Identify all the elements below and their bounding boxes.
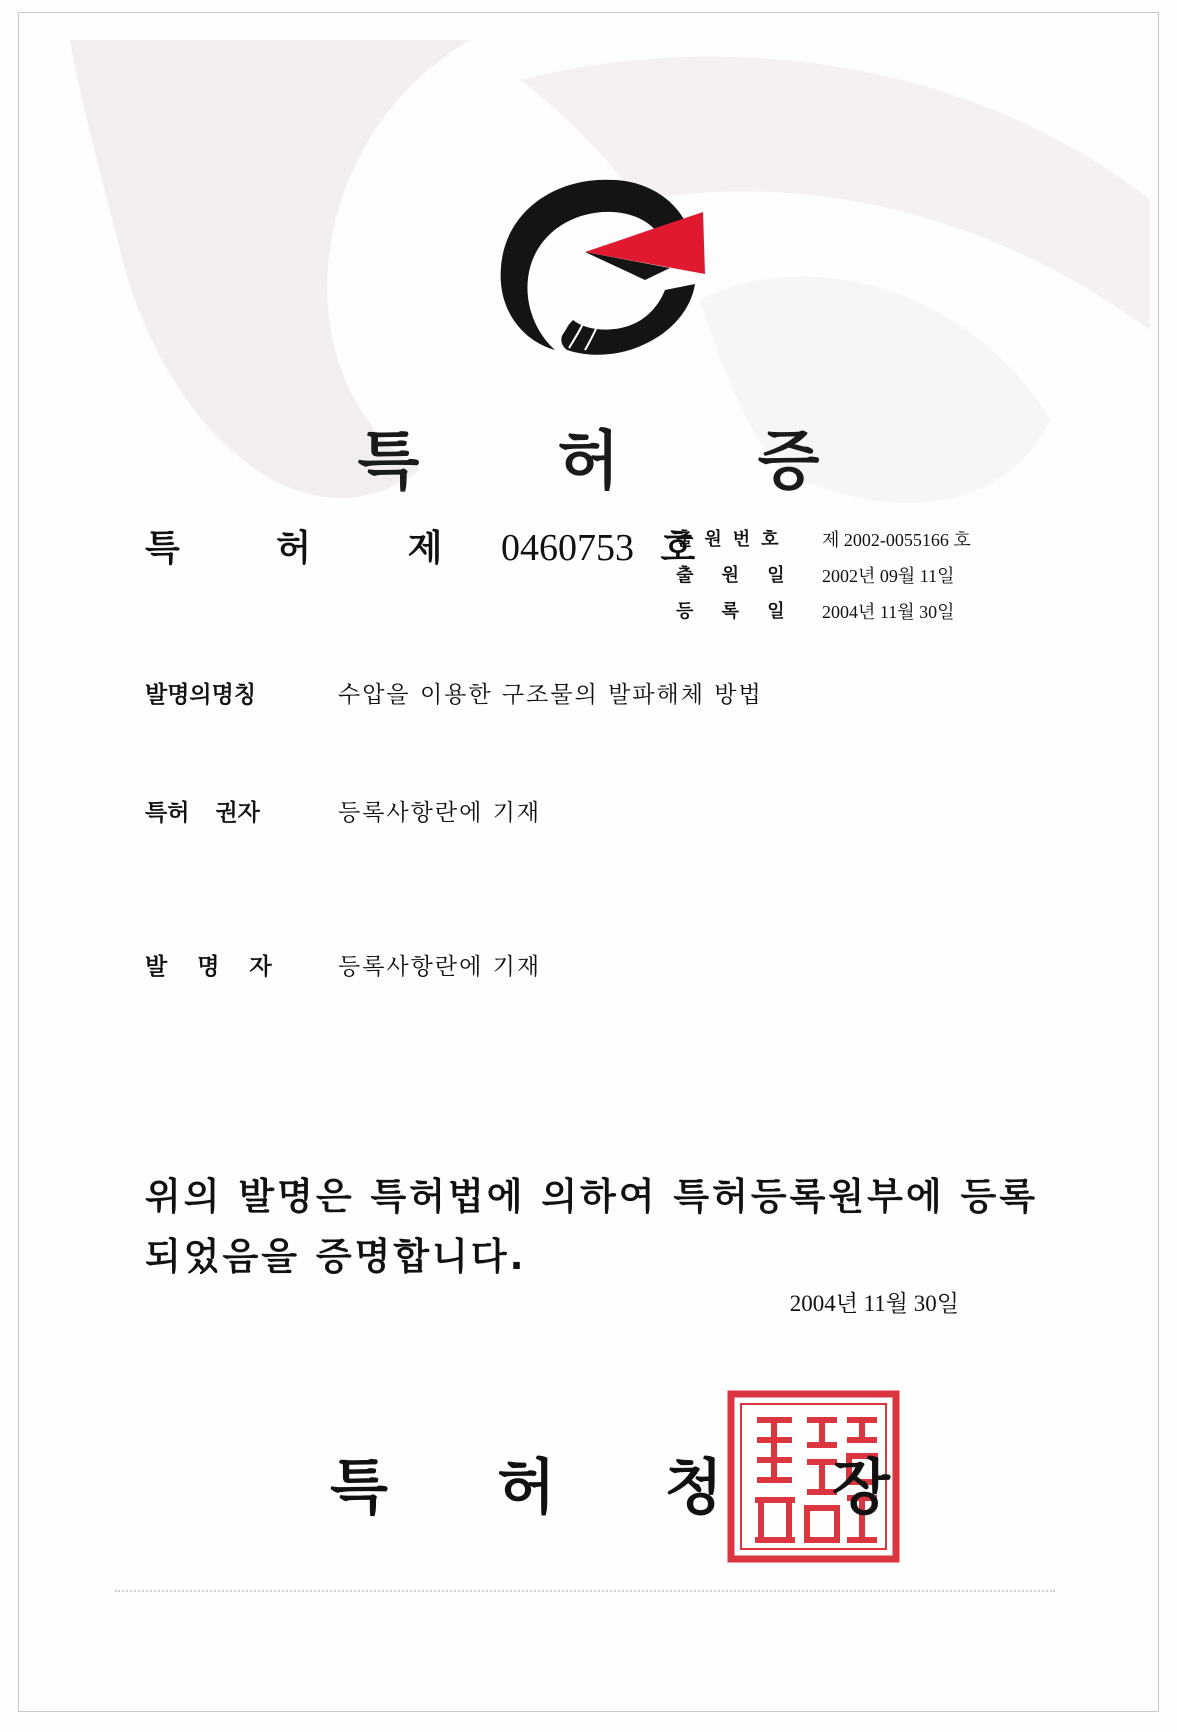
- issuer-char-1: 특: [330, 1453, 388, 1523]
- patent-number: [145, 520, 695, 571]
- application-info: [676, 522, 971, 630]
- patentee-field: [145, 794, 541, 827]
- application-number-row: [676, 522, 971, 558]
- document-title: 특 허 증: [357, 425, 878, 499]
- issuer-char-3: 청: [664, 1453, 723, 1523]
- invention-title-label: 발명의명칭: [145, 681, 257, 708]
- inventor-value: 등록사항란에 기재: [338, 954, 542, 980]
- inventor-label: 발명자: [145, 953, 302, 980]
- issuing-authority: [330, 1440, 890, 1526]
- patentee-value: 등록사항란에 기재: [338, 800, 542, 826]
- patent-number-value: 0460753: [500, 527, 634, 569]
- certification-date: 2004년 11월 30일: [789, 1291, 959, 1316]
- certification-line-1: 위의 발명은 특허법에 의하여 특허등록원부에 등록: [145, 1175, 1038, 1218]
- footer-dotted-rule: [115, 1590, 1055, 1592]
- application-number-value: 제 2002-0055166 호: [822, 530, 971, 550]
- registration-date-row: [676, 594, 971, 630]
- invention-title-field: [145, 676, 763, 709]
- filing-date-value: 2002년 09월 11일: [822, 566, 955, 586]
- filing-date-row: [676, 558, 971, 594]
- government-emblem-icon: [495, 172, 725, 357]
- registration-date-label: 등 록 일: [676, 601, 796, 622]
- certification-line-2: 되었음을 증명합니다.: [145, 1235, 527, 1278]
- filing-date-label: 출 원 일: [676, 565, 796, 586]
- issuer-char-4: 장: [832, 1453, 890, 1523]
- application-number-label: 출원번호: [676, 529, 790, 550]
- issuer-char-2: 허: [497, 1453, 556, 1523]
- certification-statement: [145, 1167, 1045, 1287]
- patent-number-suffix: 호: [660, 527, 696, 569]
- registration-date-value: 2004년 11월 30일: [822, 602, 955, 622]
- invention-title-value: 수압을 이용한 구조물의 발파해체 방법: [338, 682, 763, 708]
- inventor-field: [145, 948, 541, 981]
- patent-number-label: 특 허 제: [145, 527, 485, 569]
- patentee-label: 특허 권자: [145, 799, 260, 826]
